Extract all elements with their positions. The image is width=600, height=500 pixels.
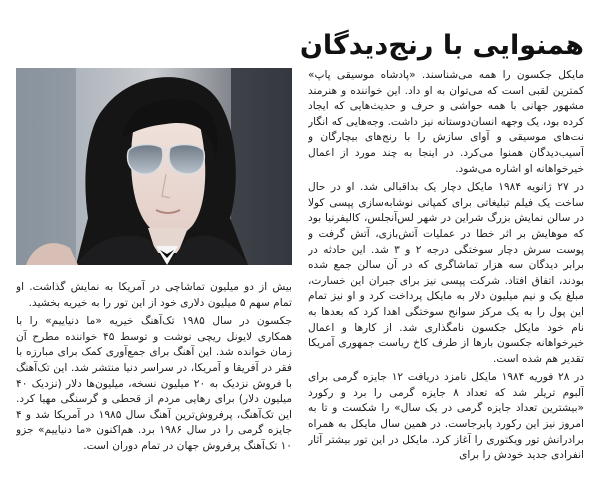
portrait-image [16,68,292,265]
paragraph: بیش از دو میلیون تماشاچی در آمریکا به نمایش گذاشت. او تمام سهم ۵ میلیون دلاری خود از این تور را به خیریه بخشید. [16,281,292,309]
paragraph: در ۲۷ ژانویه ۱۹۸۴ مایکل دچار یک بداقبالی شد. او در حال ساخت یک فیلم تبلیغاتی برای کمپانی نوشابه‌سازی پپسی کولا در سالن نمایش بزرگ شراین در شهر لس‌آنجلس، کالیفرنیا بود که موهایش بر اثر خطا در عملیات آتش‌بازی، آتش گرفت و پوست سرش دچار سوختگی درجه ۲ و ۳ شد. این حادثه در برابر دیدگان سه هزار تماشاگری که در آن سالن جمع شده بودند، اتفاق افتاد. شرکت پپسی نیز برای جبران این خسارت، مبلغ یک و نیم میلیون دلار به مایکل پرداخت کرد و او نیز تمام این پول را به یک مرکز سوانح سوختگی اهدا کرد که بعدها به نام خود مایکل جکسون نامگذاری شد. از کارها و اعمال خیرخواهانه جکسون بارها از طرف کاخ ریاست جمهوری آمریکا تقدیر هم شده است. [308,181,584,365]
paragraph: مایکل جکسون را همه می‌شناسند. «پادشاه موسیقی پاپ» کمترین لقبی است که می‌توان به او داد. این خواننده و هنرمند مشهور جهانی با همه حواشی و حرف و حدیث‌هایی که ایجاد کرده بود، یک وجهه انسان‌دوستانه نیز داشت. وجه‌هایی که انگار نت‌های موسیقی و آوای سازش را با رنج‌های بیچارگان و آسیب‌دیدگان همنوا می‌کرد. در اینجا به چند مورد از اعمال خیرخواهانه او اشاره می‌شود. [308,69,584,175]
article-column-right [308,68,584,498]
article-column-left [16,280,292,498]
article-photo [16,68,292,265]
paragraph: جکسون در سال ۱۹۸۵ تک‌آهنگ خیریه «ما دنیاییم» را با همکاری لایونل ریچی نوشت و توسط ۴۵ خواننده مطرح آن زمان خوانده شد. این آهنگ برای جمع‌آوری کمک برای مبارزه با فقر در آفریقا و آمریکا، در سراسر دنیا منتشر شد. این تک‌آهنگ با فروش نزدیک به ۲۰ میلیون نسخه، میلیون‌ها دلار (نزدیک ۴۰ میلیون دلار) برای رهایی مردم از قحطی و گرسنگی مهیا کرد. این تک‌آهنگ، پرفروش‌ترین آهنگ سال ۱۹۸۵ در آمریکا شد و ۴ جایزه گرمی را در سال ۱۹۸۶ برد. هم‌اکنون «ما دنیاییم» جزو ۱۰ تک‌آهنگ پرفروش جهان در تمام دوران است. [16,315,292,452]
paragraph: در ۲۸ فوریه ۱۹۸۴ مایکل نامزد دریافت ۱۲ جایزه گرمی برای آلبوم تریلر شد که تعداد ۸ جایزه گرمی را برد و رکورد «بیشترین تعداد جایزه گرمی در یک سال» را شکست و تا به امروز نیز این رکورد پابرجاست. در همین سال مایکل به همراه برادرانش تور ویکتوری را آغاز کرد. مایکل در این تور بیشتر آثار انفرادی جدید خودش را برای [308,371,584,462]
article-title: همنوایی با رنج‌دیدگان [299,30,584,62]
